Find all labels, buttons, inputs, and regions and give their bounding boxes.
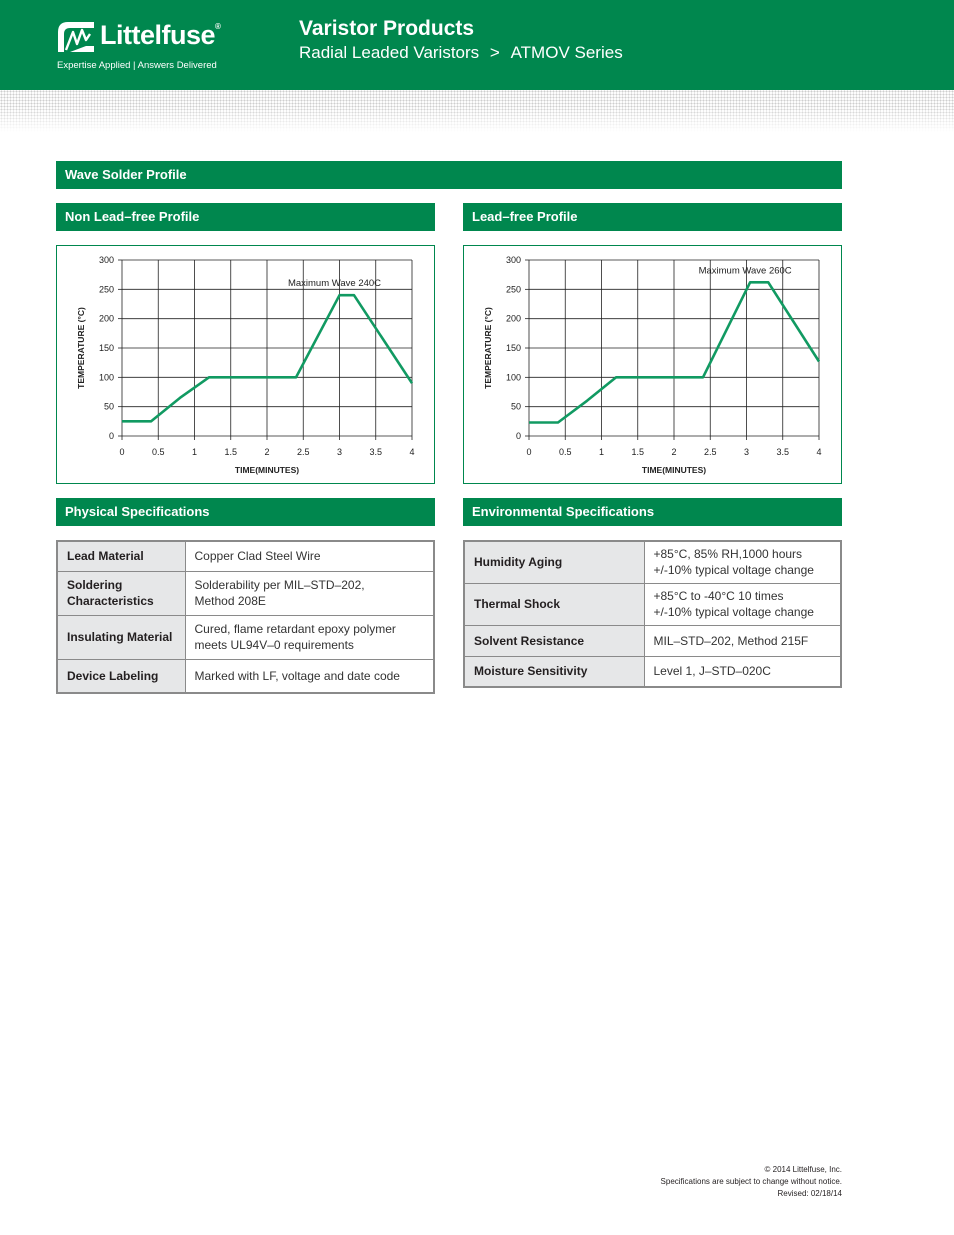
environmental-spec-row: [464, 541, 841, 583]
x-tick-label: 1.5: [224, 447, 238, 457]
x-axis-label: TIME(MINUTES): [234, 465, 300, 475]
breadcrumb-category: Radial Leaded Varistors: [299, 43, 480, 62]
x-tick-label: 2: [671, 447, 677, 457]
physical-spec-value: Solderability per MIL–STD–202, Method 208E: [185, 571, 434, 615]
peak-annotation: Maximum Wave 240C: [287, 278, 382, 290]
y-tick-label: 250: [98, 284, 114, 295]
x-tick-label: 3.5: [369, 447, 383, 457]
physical-spec-label: Device Labeling: [57, 659, 185, 693]
peak-annotation: Maximum Wave 260C: [698, 265, 792, 277]
y-tick-label: 50: [510, 401, 521, 412]
x-tick-label: 0.5: [558, 447, 572, 457]
x-tick-label: 4: [409, 447, 415, 457]
x-tick-label: 2.5: [296, 447, 310, 457]
y-tick-label: 150: [505, 343, 521, 353]
physical-spec-row: [57, 541, 434, 571]
y-tick-label: 150: [98, 343, 114, 353]
environmental-spec-label: Humidity Aging: [464, 541, 644, 583]
physical-spec-value: Copper Clad Steel Wire: [185, 541, 434, 571]
page-footer: [661, 1164, 842, 1200]
header-dot-fade: [0, 90, 954, 132]
environmental-spec-value: Level 1, J–STD–020C: [644, 656, 841, 687]
y-tick-label: 300: [505, 255, 521, 265]
environmental-spec-value: MIL–STD–202, Method 215F: [644, 625, 841, 656]
non-lead-free-heading: Non Lead–free Profile: [56, 203, 435, 231]
y-tick-label: 0: [108, 431, 114, 441]
environmental-spec-label: Moisture Sensitivity: [464, 656, 644, 687]
physical-spec-row: [57, 571, 434, 615]
brand-name: Littelfuse®: [100, 20, 221, 50]
environmental-spec-value: +85°C, 85% RH,1000 hours +/-10% typical voltage change: [644, 541, 841, 583]
disclaimer: Specifications are subject to change without notice.: [660, 1177, 842, 1186]
y-axis-label: TEMPERATURE (°C): [483, 307, 493, 389]
environmental-spec-value: +85°C to -40°C 10 times +/-10% typical voltage change: [644, 583, 841, 625]
x-tick-label: 2: [264, 447, 270, 457]
lead-free-heading: Lead–free Profile: [463, 203, 842, 231]
x-axis-label: TIME(MINUTES): [641, 465, 707, 475]
physical-specs-table: [56, 540, 435, 694]
x-tick-label: 1: [598, 447, 605, 457]
physical-spec-label: Soldering Characteristics: [57, 571, 185, 615]
environmental-specs-heading: Environmental Specifications: [463, 498, 842, 526]
littelfuse-fuse-icon: [56, 20, 96, 54]
x-tick-label: 1.5: [631, 447, 645, 457]
page-header: [0, 0, 954, 90]
x-tick-label: 3: [336, 447, 343, 457]
y-tick-label: 200: [505, 313, 521, 324]
y-axis-label: TEMPERATURE (°C): [76, 307, 86, 389]
y-tick-label: 200: [98, 313, 114, 324]
lead-free-chart-svg: [464, 246, 841, 483]
y-tick-label: 50: [103, 401, 114, 412]
lead-free-chart: [463, 245, 842, 484]
environmental-specs-table: [463, 540, 842, 688]
y-tick-label: 100: [505, 372, 521, 383]
non-lead-free-chart: [56, 245, 435, 484]
breadcrumb-series: ATMOV Series: [510, 43, 623, 62]
physical-specs-heading: Physical Specifications: [56, 498, 435, 526]
physical-spec-value: Marked with LF, voltage and date code: [185, 659, 434, 693]
breadcrumb-separator: >: [489, 43, 500, 62]
y-tick-label: 250: [505, 284, 521, 295]
breadcrumb: [299, 43, 623, 63]
environmental-spec-row: [464, 625, 841, 656]
x-tick-label: 4: [816, 447, 822, 457]
environmental-spec-row: [464, 656, 841, 687]
environmental-spec-row: [464, 583, 841, 625]
physical-spec-row: [57, 615, 434, 659]
copyright: © 2014 Littelfuse, Inc.: [764, 1165, 842, 1174]
physical-spec-label: Lead Material: [57, 541, 185, 571]
x-tick-label: 0.5: [151, 447, 165, 457]
x-tick-label: 0: [526, 447, 532, 457]
physical-spec-value: Cured, flame retardant epoxy polymer meets UL94V–0 requirements: [185, 615, 434, 659]
x-tick-label: 0: [119, 447, 125, 457]
x-tick-label: 2.5: [703, 447, 717, 457]
y-tick-label: 100: [98, 372, 114, 383]
wave-solder-heading: Wave Solder Profile: [56, 161, 842, 189]
physical-spec-row: [57, 659, 434, 693]
y-tick-label: 300: [98, 255, 114, 265]
brand-tagline: Expertise Applied | Answers Delivered: [57, 60, 217, 71]
x-tick-label: 3: [743, 447, 750, 457]
littelfuse-logo: [56, 18, 226, 78]
non-lead-free-chart-svg: [57, 246, 434, 483]
environmental-spec-label: Thermal Shock: [464, 583, 644, 625]
x-tick-label: 1: [191, 447, 198, 457]
environmental-spec-label: Solvent Resistance: [464, 625, 644, 656]
revision-date: Revised: 02/18/14: [777, 1189, 842, 1198]
physical-spec-label: Insulating Material: [57, 615, 185, 659]
y-tick-label: 0: [515, 431, 521, 441]
x-tick-label: 3.5: [776, 447, 790, 457]
page-title: Varistor Products: [299, 17, 475, 40]
